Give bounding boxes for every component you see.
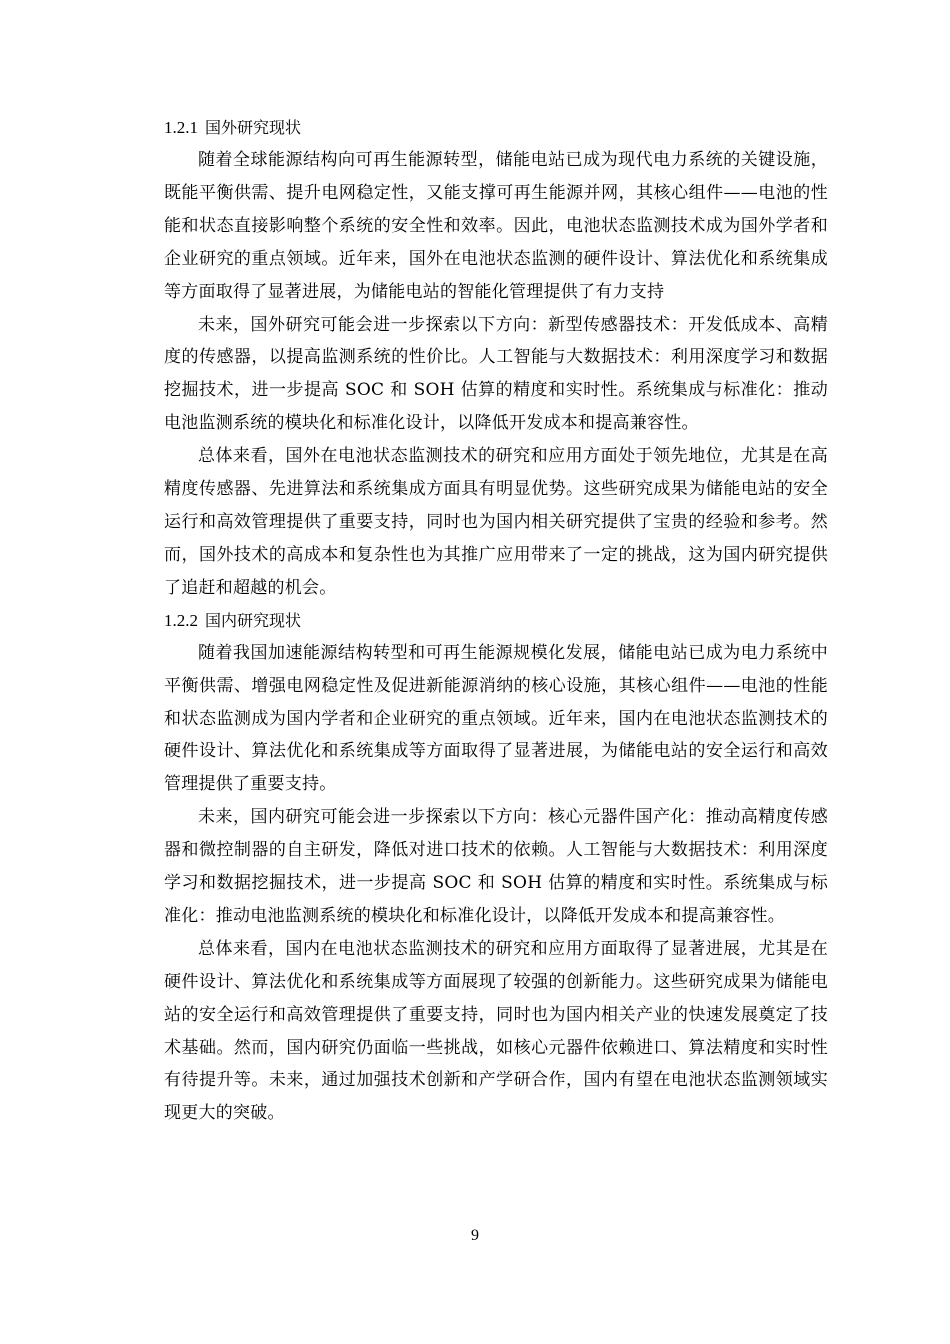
paragraph: 总体来看，国内在电池状态监测技术的研究和应用方面取得了显著进展，尤其是在硬件设计、算法优化和系统集成等方面展现了较强的创新能力。这些研究成果为储能电站的安全运行和高效管理提供了重要支持，同时也为国内相关产业的快速发展奠定了技术基础。然而，国内研究仍面临一些挑战，如核心元器件依赖进口、算法精度和实时性有待提升等。未来，通过加强技术创新和产学研合作，国内有望在电池状态监测领域实现更大的突破。 — [164, 938, 828, 1124]
section-number: 1.2.1 — [164, 118, 198, 137]
paragraph: 总体来看，国外在电池状态监测技术的研究和应用方面处于领先地位，尤其是在高精度传感器、先进算法和系统集成方面具有明显优势。这些研究成果为储能电站的安全运行和高效管理提供了重要支持，同时也为国内相关研究提供了宝贵的经验和参考。然而，国外技术的高成本和复杂性也为其推广应用带来了一定的挑战，这为国内研究提供了追赶和超越的机会。 — [164, 446, 828, 598]
paragraph: 随着全球能源结构向可再生能源转型，储能电站已成为现代电力系统的关键设施，既能平衡供需、提升电网稳定性，又能支撑可再生能源并网，其核心组件——电池的性能和状态直接影响整个系统的安全性和效率。因此，电池状态监测技术成为国外学者和企业研究的重点领域。近年来，国外在电池状态监测的硬件设计、算法优化和系统集成等方面取得了显著进展，为储能电站的智能化管理提供了有力支持 — [164, 150, 828, 302]
paragraph: 未来，国外研究可能会进一步探索以下方向：新型传感器技术：开发低成本、高精度的传感器，以提高监测系统的性价比。人工智能与大数据技术：利用深度学习和数据挖掘技术，进一步提高 SOC 和 SOH 估算的精度和实时性。系统集成与标准化：推动电池监测系统的模块化和标准化设计，以降低开发成本和提高兼容性。 — [164, 314, 828, 434]
page-content — [164, 112, 828, 1130]
section-title: 国内研究现状 — [205, 610, 302, 630]
page-number: 9 — [471, 1227, 479, 1244]
paragraph: 随着我国加速能源结构转型和可再生能源规模化发展，储能电站已成为电力系统中平衡供需、增强电网稳定性及促进新能源消纳的核心设施，其核心组件——电池的性能和状态监测成为国内学者和企业研究的重点领域。近年来，国内在电池状态监测技术的硬件设计、算法优化和系统集成等方面取得了显著进展，为储能电站的安全运行和高效管理提供了重要支持。 — [164, 642, 828, 795]
section-title: 国外研究现状 — [205, 118, 302, 137]
section-number: 1.2.2 — [164, 610, 198, 630]
paragraph: 未来，国内研究可能会进一步探索以下方向：核心元器件国产化：推动高精度传感器和微控制器的自主研发，降低对进口技术的依赖。人工智能与大数据技术：利用深度学习和数据挖掘技术，进一步提高 SOC 和 SOH 估算的精度和实时性。系统集成与标准化：推动电池监测系统的模块化和标准化设计，以降低开发成本和提高兼容性。 — [164, 807, 828, 926]
section-heading-domestic — [164, 605, 828, 637]
section-heading-foreign — [164, 112, 828, 144]
